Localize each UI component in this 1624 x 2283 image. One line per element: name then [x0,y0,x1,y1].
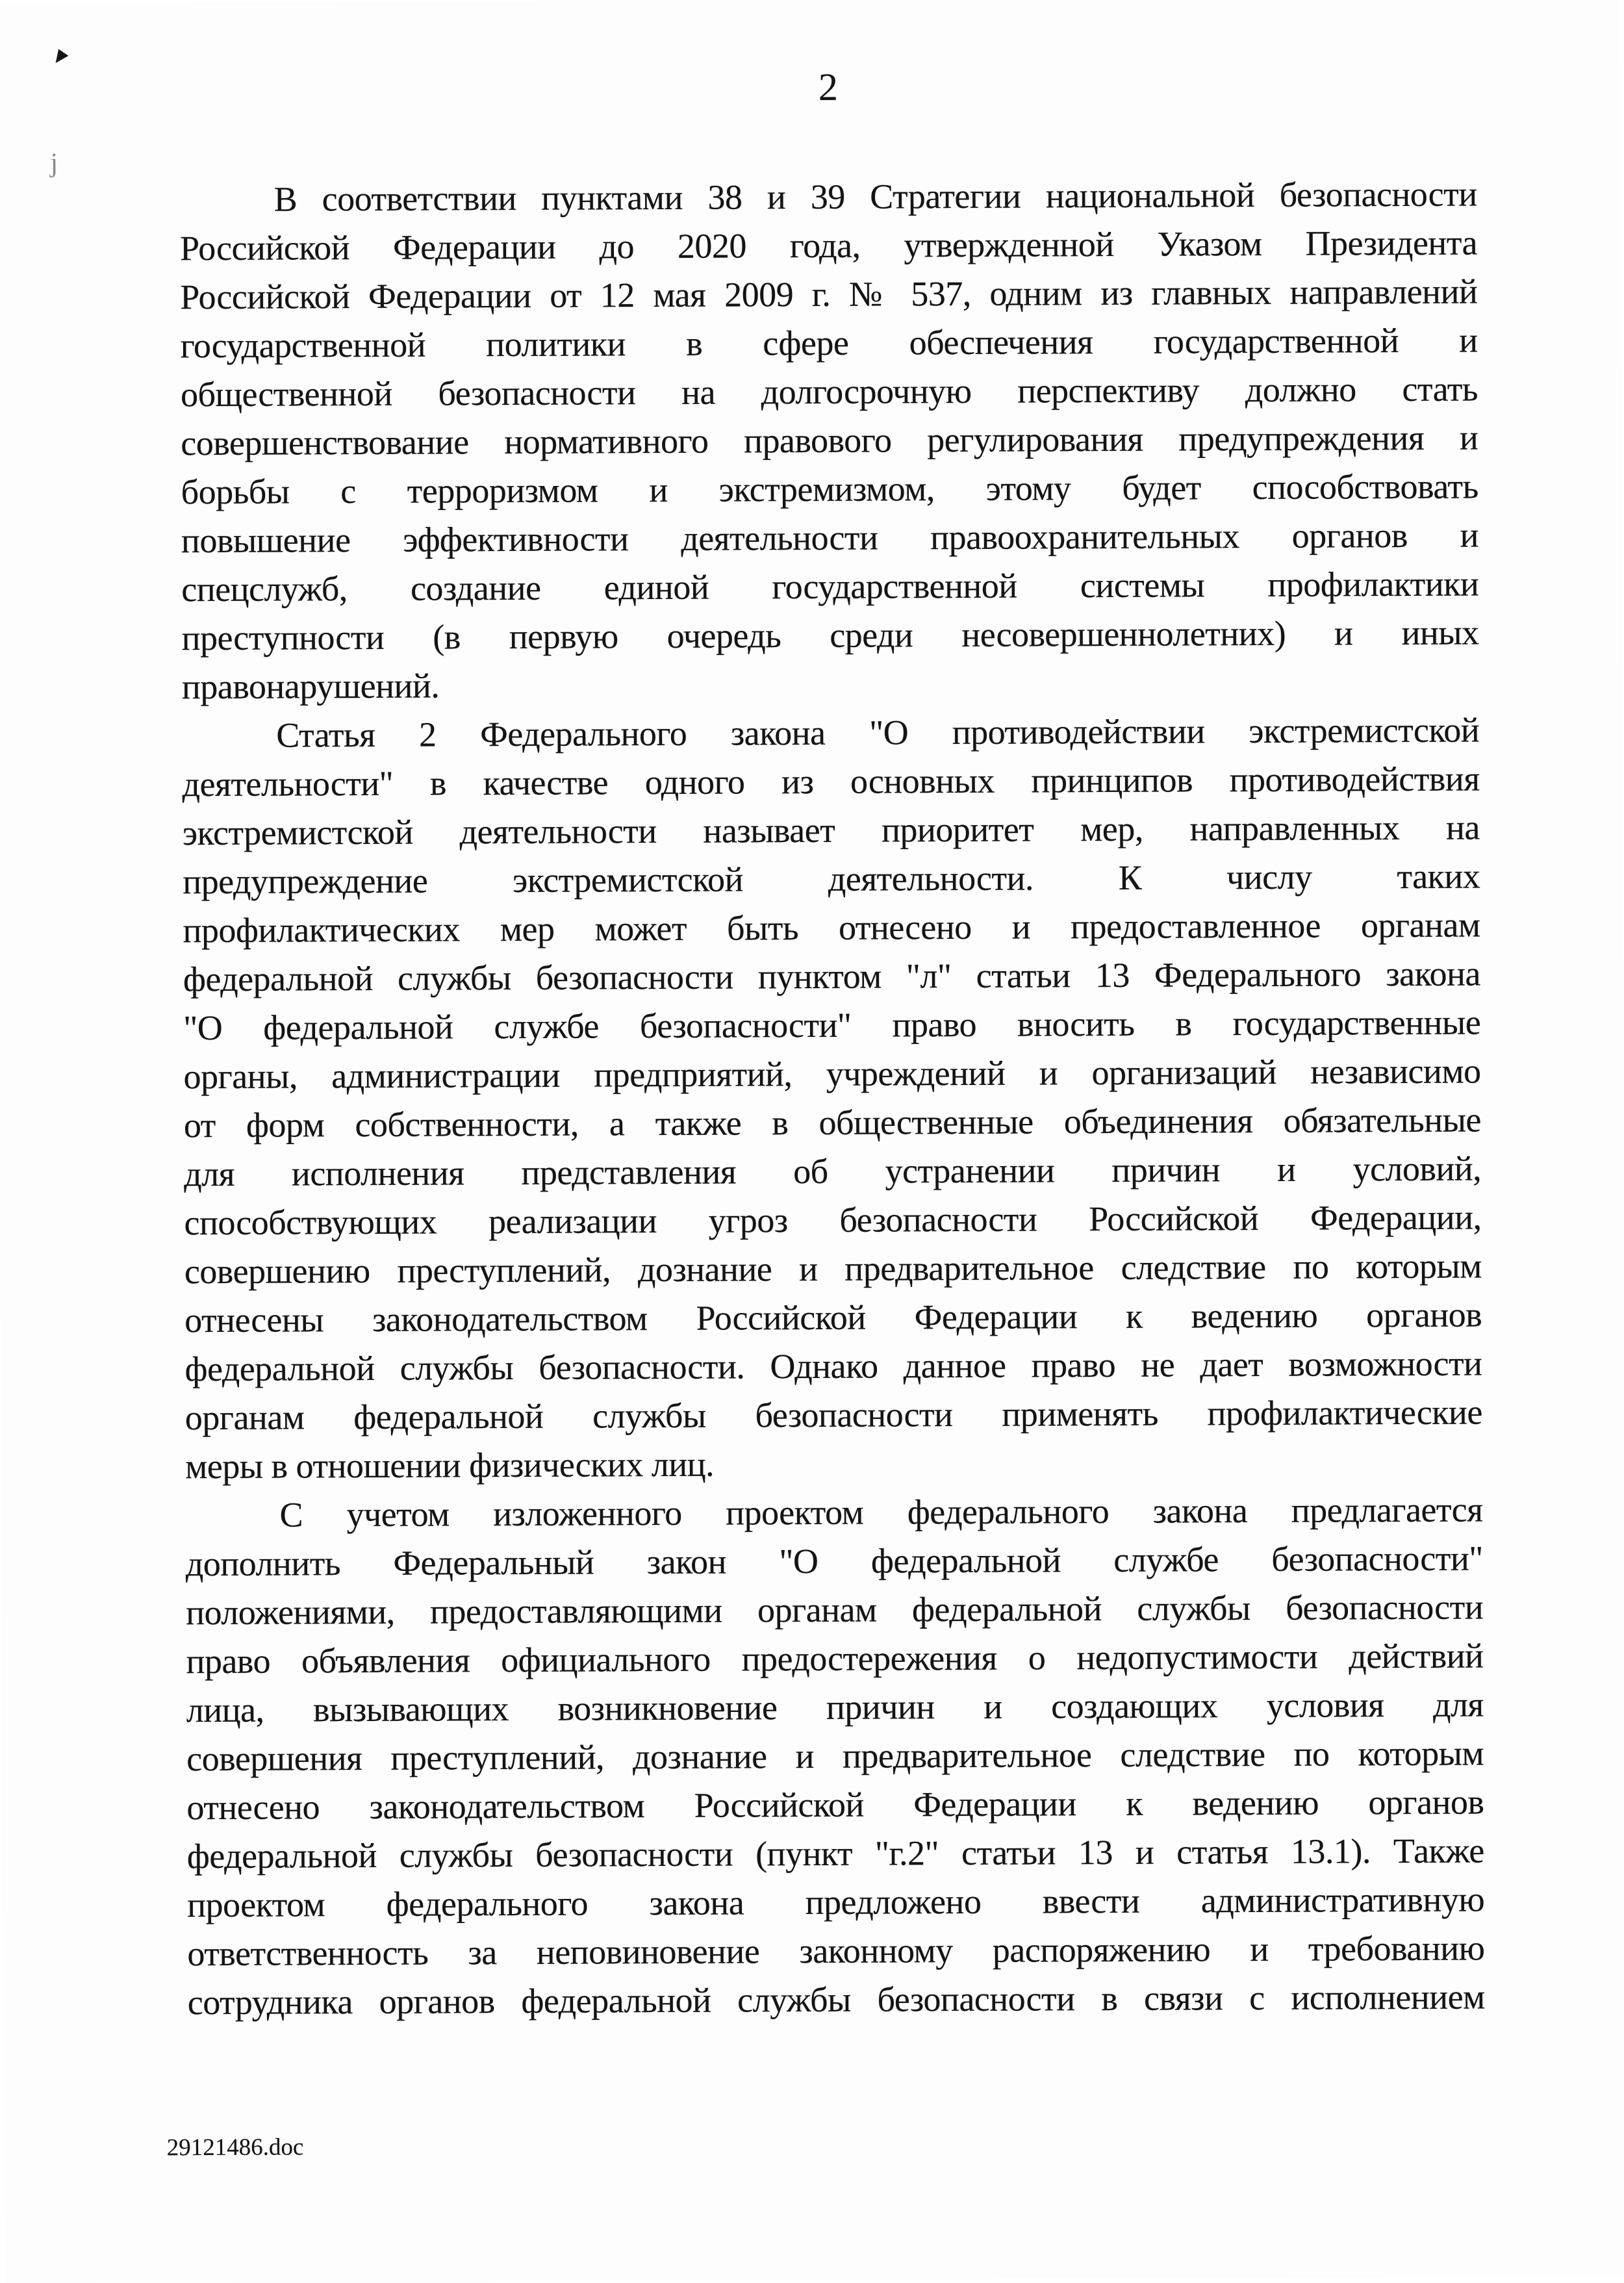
text-line: деятельности" в качестве одного из основных принципов противодействия [182,759,1480,804]
scan-speck-icon [56,49,70,66]
text-line: экстремистской деятельности называет приоритет мер, направленных на [182,808,1480,853]
text-line: предупреждение экстремистской деятельности. К числу таких [183,856,1480,902]
text-line: отнесено законодательством Российской Федерации к ведению органов [186,1782,1484,1828]
text-line: федеральной службы безопасности пунктом "л" статьи 13 Федерального закона [183,954,1481,999]
document-body [180,170,1485,2028]
text-line: федеральной службы безопасности (пункт "г.2" статьи 13 и статья 13.1). Также [186,1831,1484,1876]
text-line: дополнить Федеральный закон "О федеральной службе безопасности" [185,1538,1483,1584]
text-line: органы, администрации предприятий, учреждений и организаций независимо [183,1051,1481,1097]
text-line: от форм собственности, а также в общественные объединения обязательные [183,1100,1482,1145]
text-line: преступности (в первую очередь среди несовершеннолетних) и иных [181,613,1479,658]
text-line: совершению преступлений, дознание и предварительное следствие по которым [184,1246,1482,1292]
text-line: правонарушений. [181,666,440,707]
footer-filename: 29121486.doc [166,2134,304,2162]
text-line: Российской Федерации от 12 мая 2009 г. № 537, одним из главных направлений [180,272,1478,317]
text-line: "О федеральной службе безопасности" право вносить в государственные [183,1002,1481,1048]
text-line: право объявления официального предостережения о недопустимости действий [186,1636,1484,1681]
text-line: способствующих реализации угроз безопасности Российской Федерации, [184,1197,1482,1243]
text-line: общественной безопасности на долгосрочную перспективу должно стать [180,369,1478,415]
text-line: органам федеральной службы безопасности применять профилактические [184,1392,1482,1438]
text-line: В соответствии пунктами 38 и 39 Стратегии национальной безопасности [273,174,1477,219]
text-line: ответственность за неповиновение законному распоряжению и требованию [187,1928,1485,1974]
text-line: спецслужб, создание единой государственной системы профилактики [181,564,1479,609]
text-line: борьбы с терроризмом и экстремизмом, этому будет способствовать [181,466,1478,512]
text-line: повышение эффективности деятельности правоохранительных органов и [181,515,1479,561]
text-line: отнесены законодательством Российской Федерации к ведению органов [184,1295,1482,1340]
scan-speck-icon: j [50,148,58,179]
text-line: Российской Федерации до 2020 года, утвержденной Указом Президента [179,223,1478,268]
text-line: совершенствование нормативного правового регулирования предупреждения и [181,418,1478,463]
text-line: проектом федерального закона предложено ввести административную [186,1880,1485,1925]
text-line: положениями, предоставляющими органам федеральной службы безопасности [186,1587,1484,1633]
text-line: совершения преступлений, дознание и предварительное следствие по которым [186,1733,1484,1779]
text-line: профилактических мер может быть отнесено и предоставленное органам [183,905,1480,950]
text-line: сотрудника органов федеральной службы безопасности в связи с исполнением [187,1977,1485,2022]
text-line: меры в отношении физических лиц. [185,1444,715,1486]
text-line: государственной политики в сфере обеспечения государственной и [180,320,1478,366]
text-line: С учетом изложенного проектом федерального закона предлагается [279,1490,1483,1535]
text-line: Статья 2 Федерального закона "О противодействии экстремистской [276,710,1480,755]
text-line: лица, вызывающих возникновение причин и создающих условия для [186,1685,1484,1730]
page-number: 2 [818,65,839,108]
text-line: федеральной службы безопасности. Однако данное право не дает возможности [184,1344,1482,1389]
text-line: для исполнения представления об устранении причин и условий, [184,1149,1482,1194]
